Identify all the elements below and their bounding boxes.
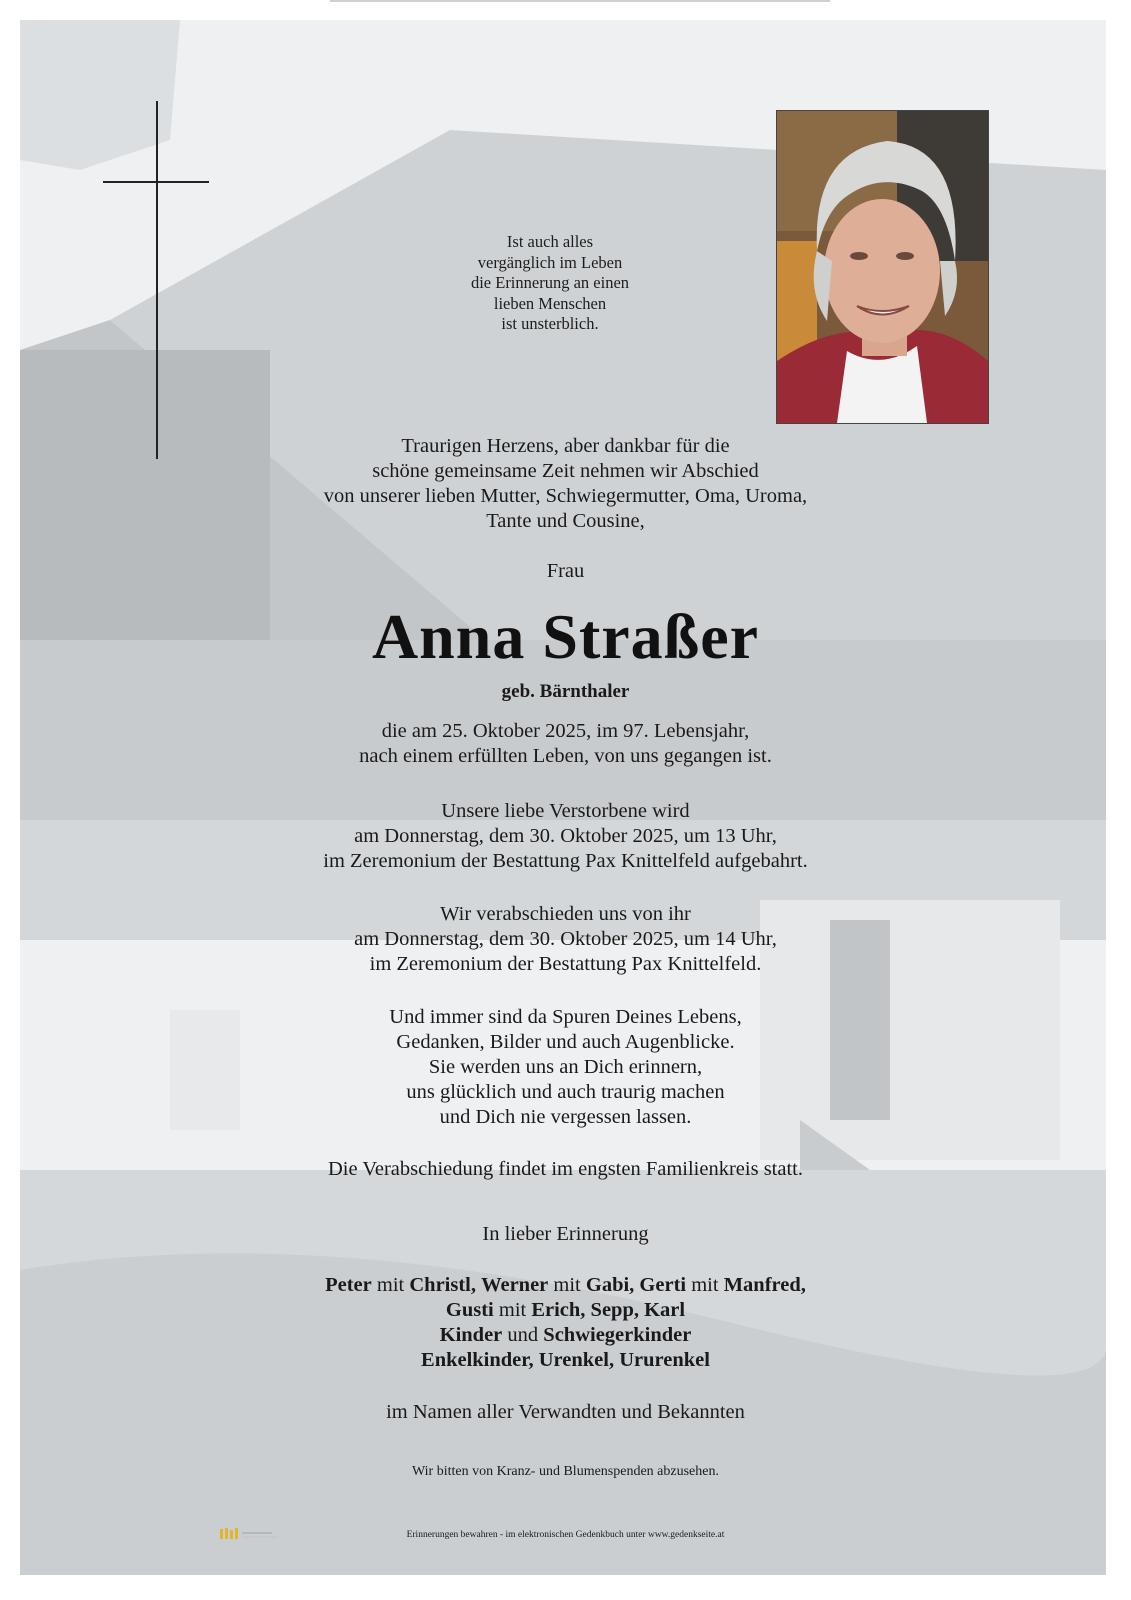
poem-line: Und immer sind da Spuren Deines Lebens, xyxy=(389,1006,742,1028)
motto-line: vergänglich im Leben xyxy=(477,252,623,272)
mourner-connector: mit xyxy=(548,1274,586,1296)
flower-note: Wir bitten von Kranz- und Blumenspenden abzusehen. xyxy=(412,1464,719,1479)
top-edge-line xyxy=(330,0,830,2)
poem-line: und Dich nie vergessen lassen. xyxy=(439,1106,692,1128)
mourner-group: Schwiegerkinder xyxy=(543,1324,692,1346)
mourner-name: Gerti xyxy=(639,1274,687,1296)
private-notice: Die Verabschiedung findet im engsten Familienkreis statt. xyxy=(327,1158,803,1180)
mourner-connector: mit xyxy=(371,1274,410,1296)
intro-line: Tante und Cousine, xyxy=(486,510,645,532)
mourner-group: Enkelkinder, Urenkel, Ururenkel xyxy=(421,1349,710,1371)
motto-line: ist unsterblich. xyxy=(501,314,599,333)
farewell-line: Wir verabschieden uns von ihr xyxy=(440,903,691,925)
viewing-line: am Donnerstag, dem 30. Oktober 2025, um 13 Uhr, xyxy=(354,825,777,847)
poem-line: uns glücklich und auch traurig machen xyxy=(406,1081,725,1103)
cross-vertical-bar xyxy=(156,101,158,459)
mourner-name: Peter xyxy=(325,1274,372,1296)
mourners-line-1 xyxy=(0,1274,1131,1297)
mourner-connector: mit xyxy=(493,1299,532,1321)
farewell-line: am Donnerstag, dem 30. Oktober 2025, um 14 Uhr, xyxy=(354,928,777,950)
mourner-connector: mit xyxy=(686,1274,724,1296)
motto-line: die Erinnerung an einen xyxy=(470,273,630,292)
birth-name: geb. Bärnthaler xyxy=(501,681,630,702)
mourner-name: Gusti xyxy=(445,1299,494,1321)
motto xyxy=(430,232,670,335)
intro-line: Traurigen Herzens, aber dankbar für die xyxy=(401,435,730,457)
remembrance: In lieber Erinnerung xyxy=(482,1223,649,1245)
on-behalf: im Namen aller Verwandten und Bekannten xyxy=(386,1401,745,1423)
viewing-line: im Zeremonium der Bestattung Pax Knittelfeld aufgebahrt. xyxy=(323,850,808,872)
mourner-name: Christl, xyxy=(409,1274,476,1296)
mourner-name: Erich, Sepp, Karl xyxy=(531,1299,686,1321)
intro-line: schöne gemeinsame Zeit nehmen wir Abschied xyxy=(372,460,759,482)
death-line: die am 25. Oktober 2025, im 97. Lebensjahr, xyxy=(381,720,750,742)
footer-note: Erinnerungen bewahren - im elektronischen Gedenkbuch unter www.gedenkseite.at xyxy=(406,1530,725,1540)
motto-line: Ist auch alles xyxy=(506,232,594,251)
title-prefix: Frau xyxy=(546,560,585,582)
mourners-line-2 xyxy=(0,1299,1131,1322)
viewing-line: Unsere liebe Verstorbene wird xyxy=(441,800,690,822)
portrait-photo xyxy=(776,110,989,424)
mourner-connector: und xyxy=(502,1324,544,1346)
poem-line: Gedanken, Bilder und auch Augenblicke. xyxy=(396,1031,735,1053)
motto-line: lieben Menschen xyxy=(493,293,607,313)
intro-line: von unserer lieben Mutter, Schwiegermutter, Oma, Uroma, xyxy=(323,485,808,507)
mourner-name: Gabi, xyxy=(585,1274,635,1296)
mourner-group: Kinder xyxy=(439,1324,503,1346)
cross-horizontal-bar xyxy=(103,181,209,183)
mourners-line-3 xyxy=(0,1324,1131,1347)
farewell-line: im Zeremonium der Bestattung Pax Knittelfeld. xyxy=(369,953,762,975)
death-line: nach einem erfüllten Leben, von uns gegangen ist. xyxy=(359,745,772,767)
poem-line: Sie werden uns an Dich erinnern, xyxy=(428,1056,703,1078)
mourners-line-4 xyxy=(0,1349,1131,1372)
deceased-name: Anna Straßer xyxy=(371,601,760,672)
mourner-name: Manfred, xyxy=(723,1274,806,1296)
mourner-name: Werner xyxy=(481,1274,549,1296)
